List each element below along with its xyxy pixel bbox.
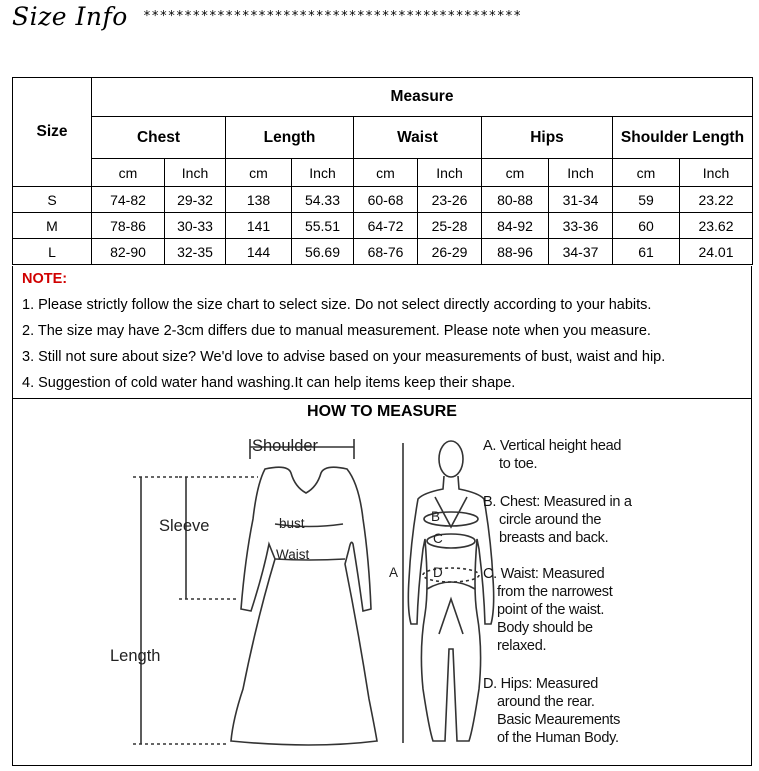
how-to-measure-title: HOW TO MEASURE [307,403,457,420]
size-chart-table [12,77,753,265]
body-outline [408,476,493,741]
measure-header: Measure [92,78,753,117]
title-stars-divider: ********************************************** [143,9,522,24]
value-cell: 78-86 [92,213,165,239]
size-cell: M [13,213,92,239]
category-length: Length [226,117,354,159]
value-cell: 31-34 [549,187,613,213]
note-line: 3. Still not sure about size? We'd love to advise based on your measurements of bust, waist and hip. [22,349,666,365]
unit-cell: cm [226,159,292,187]
size-cell: S [13,187,92,213]
notes-section [12,266,752,399]
unit-cell: Inch [549,159,613,187]
value-cell: 33-36 [549,213,613,239]
unit-cell: cm [613,159,680,187]
category-shoulder-length: Shoulder Length [613,117,753,159]
value-cell: 74-82 [92,187,165,213]
value-cell: 64-72 [354,213,418,239]
unit-cell: Inch [292,159,354,187]
value-cell: 59 [613,187,680,213]
category-chest: Chest [92,117,226,159]
value-cell: 141 [226,213,292,239]
value-cell: 30-33 [165,213,226,239]
value-cell: 61 [613,239,680,265]
value-cell: 55.51 [292,213,354,239]
value-cell: 82-90 [92,239,165,265]
dress-label-bust: bust [279,516,305,531]
body-label-a: A [389,565,399,580]
value-cell: 138 [226,187,292,213]
value-cell: 23.22 [680,187,753,213]
description-a: A. Vertical height head to toe. [483,438,622,472]
table-row [13,239,753,265]
value-cell: 60-68 [354,187,418,213]
value-cell: 84-92 [482,213,549,239]
note-line: 2. The size may have 2-3cm differs due to manual measurement. Please note when you measure. [22,323,651,339]
body-head [439,441,463,477]
value-cell: 144 [226,239,292,265]
size-header: Size [13,78,92,187]
page-title: Size Info [12,2,128,31]
value-cell: 88-96 [482,239,549,265]
value-cell: 25-28 [418,213,482,239]
value-cell: 29-32 [165,187,226,213]
dress-outline [231,467,377,745]
unit-cell: Inch [165,159,226,187]
dress-label-waist: Waist [276,547,310,562]
description-d: D. Hips: Measured around the rear. Basic Meaurements of the Human Body. [483,676,621,746]
body-label-c: C [433,531,443,546]
value-cell: 80-88 [482,187,549,213]
measure-illustration [13,399,751,765]
value-cell: 54.33 [292,187,354,213]
note-line: 4. Suggestion of cold water hand washing.It can help items keep their shape. [22,375,516,391]
dress-label-shoulder: Shoulder [252,437,319,455]
description-c: C. Waist: Measured from the narrowest point of the waist. Body should be relaxed. [483,566,613,654]
how-to-measure-section [12,398,752,766]
body-label-b: B [431,509,441,524]
description-b: B. Chest: Measured in a circle around the breasts and back. [483,494,632,546]
value-cell: 26-29 [418,239,482,265]
value-cell: 32-35 [165,239,226,265]
unit-cell: cm [354,159,418,187]
value-cell: 23-26 [418,187,482,213]
unit-cell: cm [92,159,165,187]
note-line: 1. Please strictly follow the size chart to select size. Do not select directly according to your habits. [22,297,652,313]
value-cell: 23.62 [680,213,753,239]
unit-cell: cm [482,159,549,187]
value-cell: 34-37 [549,239,613,265]
table-row [13,187,753,213]
unit-cell: Inch [680,159,753,187]
category-waist: Waist [354,117,482,159]
dress-label-length: Length [110,647,161,665]
dress-label-sleeve: Sleeve [159,517,210,535]
value-cell: 56.69 [292,239,354,265]
value-cell: 68-76 [354,239,418,265]
table-row [13,213,753,239]
body-label-d: D [433,565,443,580]
value-cell: 24.01 [680,239,753,265]
unit-cell: Inch [418,159,482,187]
size-cell: L [13,239,92,265]
value-cell: 60 [613,213,680,239]
category-hips: Hips [482,117,613,159]
note-title: NOTE: [22,271,68,287]
